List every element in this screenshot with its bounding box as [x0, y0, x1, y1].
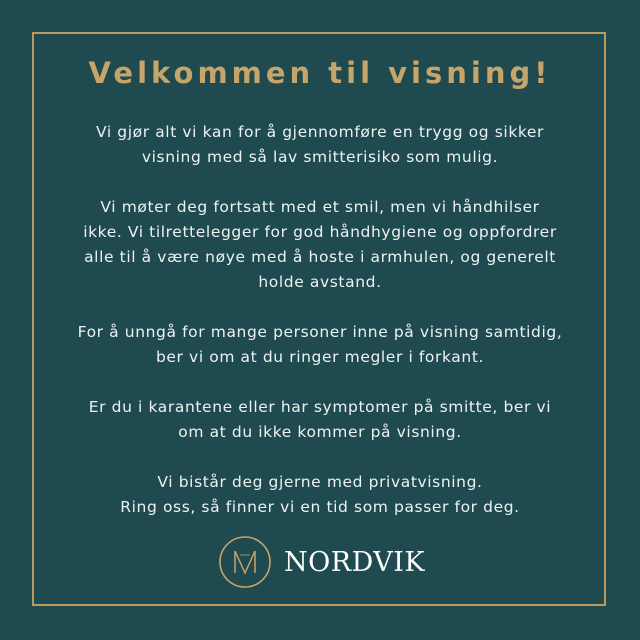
- paragraph-hygiene: [40, 195, 600, 295]
- text-line: Er du i karantene eller har symptomer på smitte, ber vi: [88, 398, 552, 416]
- paragraph-private-viewing: [40, 470, 600, 520]
- paragraph-safety: [40, 120, 600, 170]
- text-line: holde avstand.: [258, 273, 382, 291]
- text-line: Vi gjør alt vi kan for å gjennomføre en trygg og sikker: [95, 123, 545, 141]
- text-line: ber vi om at du ringer megler i forkant.: [155, 348, 485, 366]
- text-line: om at du ikke kommer på visning.: [178, 423, 462, 441]
- text-line: alle til å være nøye med å hoste i armhulen, og generelt: [84, 248, 556, 266]
- text-line: Vi bistår deg gjerne med privatvisning.: [157, 473, 483, 491]
- nordvik-logo-icon: [218, 535, 272, 589]
- text-line: For å unngå for mange personer inne på visning samtidig,: [77, 323, 563, 341]
- text-line: visning med så lav smitterisiko som mulig.: [141, 148, 499, 166]
- paragraph-capacity: [40, 320, 600, 370]
- text-line: ikke. Vi tilrettelegger for god håndhygiene og oppfordrer: [83, 223, 557, 241]
- text-line: Ring oss, så finner vi en tid som passer for deg.: [120, 498, 520, 516]
- message-body: [40, 120, 600, 545]
- text-line: Vi møter deg fortsatt med et smil, men vi håndhilser: [100, 198, 540, 216]
- nordvik-logo: [218, 531, 425, 593]
- brand-name: NORDVIK: [284, 546, 426, 578]
- page-title: Velkommen til visning!: [88, 56, 552, 90]
- paragraph-quarantine: [40, 395, 600, 445]
